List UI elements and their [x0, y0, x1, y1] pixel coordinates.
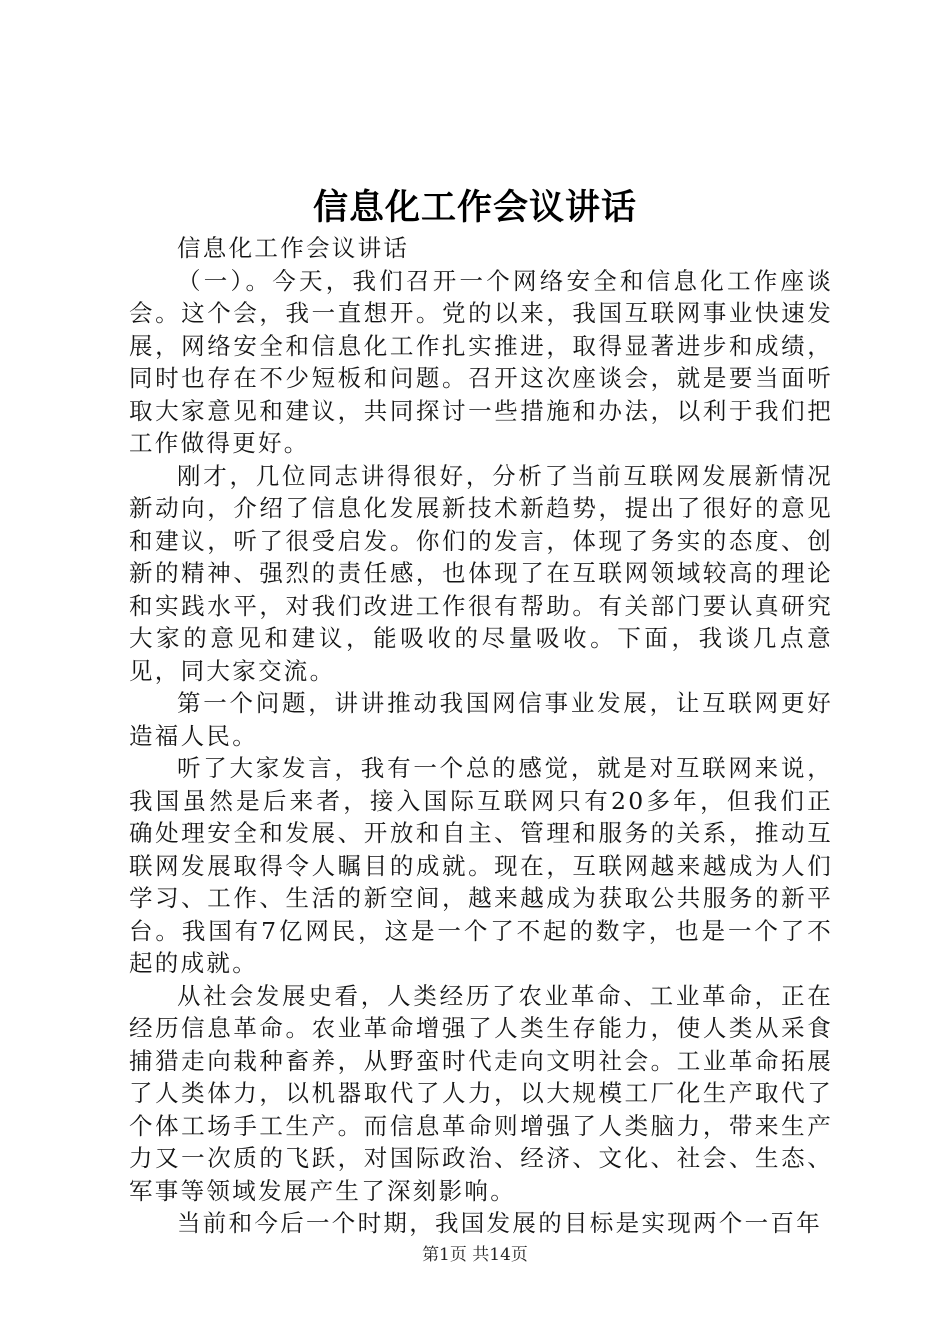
paragraph-subtitle: 信息化工作会议讲话 — [177, 234, 410, 262]
document-title: 信息化工作会议讲话 — [312, 187, 637, 228]
page-number-footer: 第1页 共14页 — [422, 1245, 528, 1265]
document-body — [129, 232, 833, 1240]
paragraph: （一）。今天，我们召开一个网络安全和信息化工作座谈会。这个会，我一直想开。党的以来，我国互联网事业快速发展，网络安全和信息化工作扎实推进，取得显著进步和成绩，同时也存在不少短板和问题。召开这次座谈会，就是要当面听取大家意见和建议，共同探讨一些措施和办法，以利于我们把工作做得更好。 — [129, 266, 833, 457]
paragraph: 刚才，几位同志讲得很好，分析了当前互联网发展新情况新动向，介绍了信息化发展新技术新趋势，提出了很好的意见和建议，听了很受启发。你们的发言，体现了务实的态度、创新的精神、强烈的责任感，也体现了在互联网领域较高的理论和实践水平，对我们改进工作很有帮助。有关部门要认真研究大家的意见和建议，能吸收的尽量吸收。下面，我谈几点意见，同大家交流。 — [129, 461, 833, 685]
paragraph: 从社会发展史看，人类经历了农业革命、工业革命，正在经历信息革命。农业革命增强了人类生存能力，使人类从采食捕猎走向栽种畜养，从野蛮时代走向文明社会。工业革命拓展了人类体力，以机器取代了人力，以大规模工厂化生产取代了个体工场手工生产。而信息革命则增强了人类脑力，带来生产力又一次质的飞跃，对国际政治、经济、文化、社会、生态、军事等领域发展产生了深刻影响。 — [129, 981, 833, 1205]
paragraph: 第一个问题，讲讲推动我国网信事业发展，让互联网更好造福人民。 — [129, 689, 833, 750]
paragraph: 当前和今后一个时期，我国发展的目标是实现两个一百年 — [177, 1209, 822, 1237]
paragraph: 听了大家发言，我有一个总的感觉，就是对互联网来说，我国虽然是后来者，接入国际互联网只有20多年，但我们正确处理安全和发展、开放和自主、管理和服务的关系，推动互联网发展取得令人瞩目的成就。现在，互联网越来越成为人们学习、工作、生活的新空间，越来越成为获取公共服务的新平台。我国有7亿网民，这是一个了不起的数字，也是一个了不起的成就。 — [129, 754, 833, 977]
